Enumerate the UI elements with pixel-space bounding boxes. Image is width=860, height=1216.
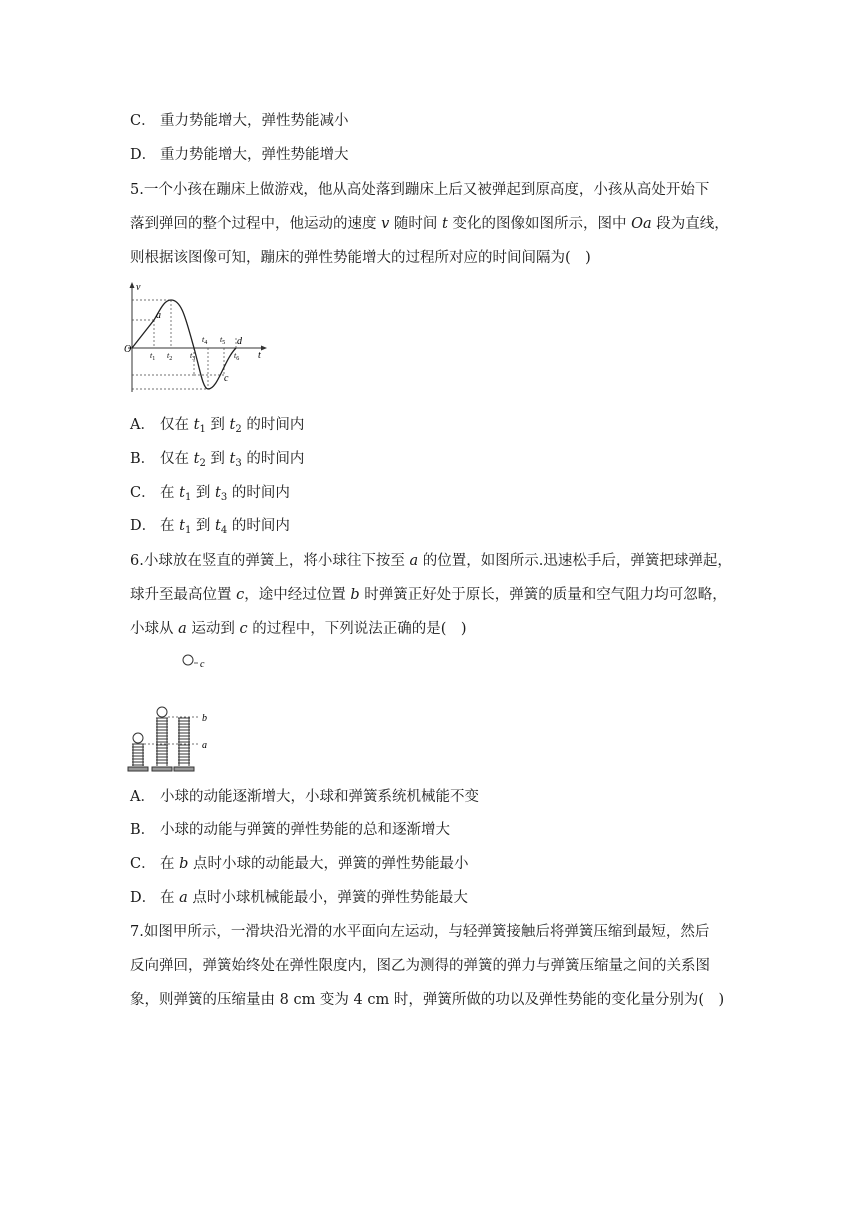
q6-option-c: C． 在 b 点时小球的动能最大，弹簧的弹性势能最小	[130, 856, 469, 872]
label-a: a	[156, 310, 161, 321]
q5-option-d: D． 在 $t_1$ 到 $t_4$ 的时间内	[130, 518, 290, 536]
tick-t3: $t_3$	[190, 351, 196, 362]
q4-option-d: D． 重力势能增大，弹性势能增大	[130, 147, 349, 163]
q7-stem-line1: 7.如图甲所示，一滑块沿光滑的水平面向左运动，与轻弹簧接触后将弹簧压缩到最短，然后	[130, 924, 710, 940]
tick-t2: $t_2$	[167, 351, 173, 362]
q6-stem-line2: 球升至最高位置 c，途中经过位置 b 时弹簧正好处于原长，弹簧的质量和空气阻力均可忽略，	[130, 587, 727, 603]
q5-velocity-time-graph	[124, 280, 274, 398]
q6-spring-figure	[124, 650, 224, 776]
q7-stem-line2: 反向弹回，弹簧始终处在弹性限度内，图乙为测得的弹簧的弹力与弹簧压缩量之间的关系图	[130, 958, 710, 974]
q6-stem-line3: 小球从 a 运动到 c 的过程中，下列说法正确的是( )	[130, 621, 467, 637]
label-origin: O	[124, 344, 132, 355]
tick-t6: $t_6$	[234, 351, 240, 362]
velocity-curve	[132, 300, 236, 389]
q7-stem-line3: 象，则弹簧的压缩量由 8 cm 变为 4 cm 时，弹簧所做的功以及弹性势能的变化量分别为( )	[130, 992, 725, 1008]
q5-option-c: C． 在 $t_1$ 到 $t_3$ 的时间内	[130, 485, 290, 503]
label-d: d	[237, 336, 242, 347]
q6-option-d: D． 在 a 点时小球机械能最小，弹簧的弹性势能最大	[130, 890, 468, 906]
tick-t5: $t_5$	[220, 335, 226, 346]
label-t: t	[258, 350, 261, 361]
q5-option-b: B． 仅在 $t_2$ 到 $t_3$ 的时间内	[130, 451, 305, 469]
label-v: v	[136, 282, 141, 293]
t-axis-arrow	[261, 346, 267, 351]
q6-option-a: A． 小球的动能逐渐增大，小球和弹簧系统机械能不变	[130, 789, 479, 805]
spring-reference	[174, 718, 194, 771]
label-c: c	[200, 659, 205, 670]
ball-c	[183, 655, 193, 665]
q5-option-a: A． 仅在 $t_1$ 到 $t_2$ 的时间内	[130, 417, 305, 435]
v-axis-arrow	[130, 282, 135, 288]
q5-stem-line1: 5.一个小孩在蹦床上做游戏，他从高处落到蹦床上后又被弹起到原高度，小孩从高处开始下	[130, 182, 710, 198]
spring-natural	[152, 707, 172, 771]
q4-option-c: C． 重力势能增大，弹性势能减小	[130, 113, 349, 129]
tick-t1: $t_1$	[150, 351, 156, 362]
tick-t4: $t_4$	[202, 335, 208, 346]
spring-compressed	[128, 733, 148, 771]
q6-stem-line1: 6.小球放在竖直的弹簧上，将小球往下按至 a 的位置，如图所示.迅速松手后，弹簧把球弹起，	[130, 553, 732, 569]
q6-option-b: B． 小球的动能与弹簧的弹性势能的总和逐渐增大	[130, 822, 450, 838]
q5-stem-line2: 落到弹回的整个过程中，他运动的速度 v 随时间 t 变化的图像如图所示，图中 Oa 段为直线，	[130, 216, 729, 232]
q5-stem-line3: 则根据该图像可知，蹦床的弹性势能增大的过程所对应的时间间隔为( )	[130, 250, 591, 266]
label-a: a	[202, 740, 207, 751]
label-b: b	[202, 713, 207, 724]
label-c: c	[224, 373, 229, 384]
